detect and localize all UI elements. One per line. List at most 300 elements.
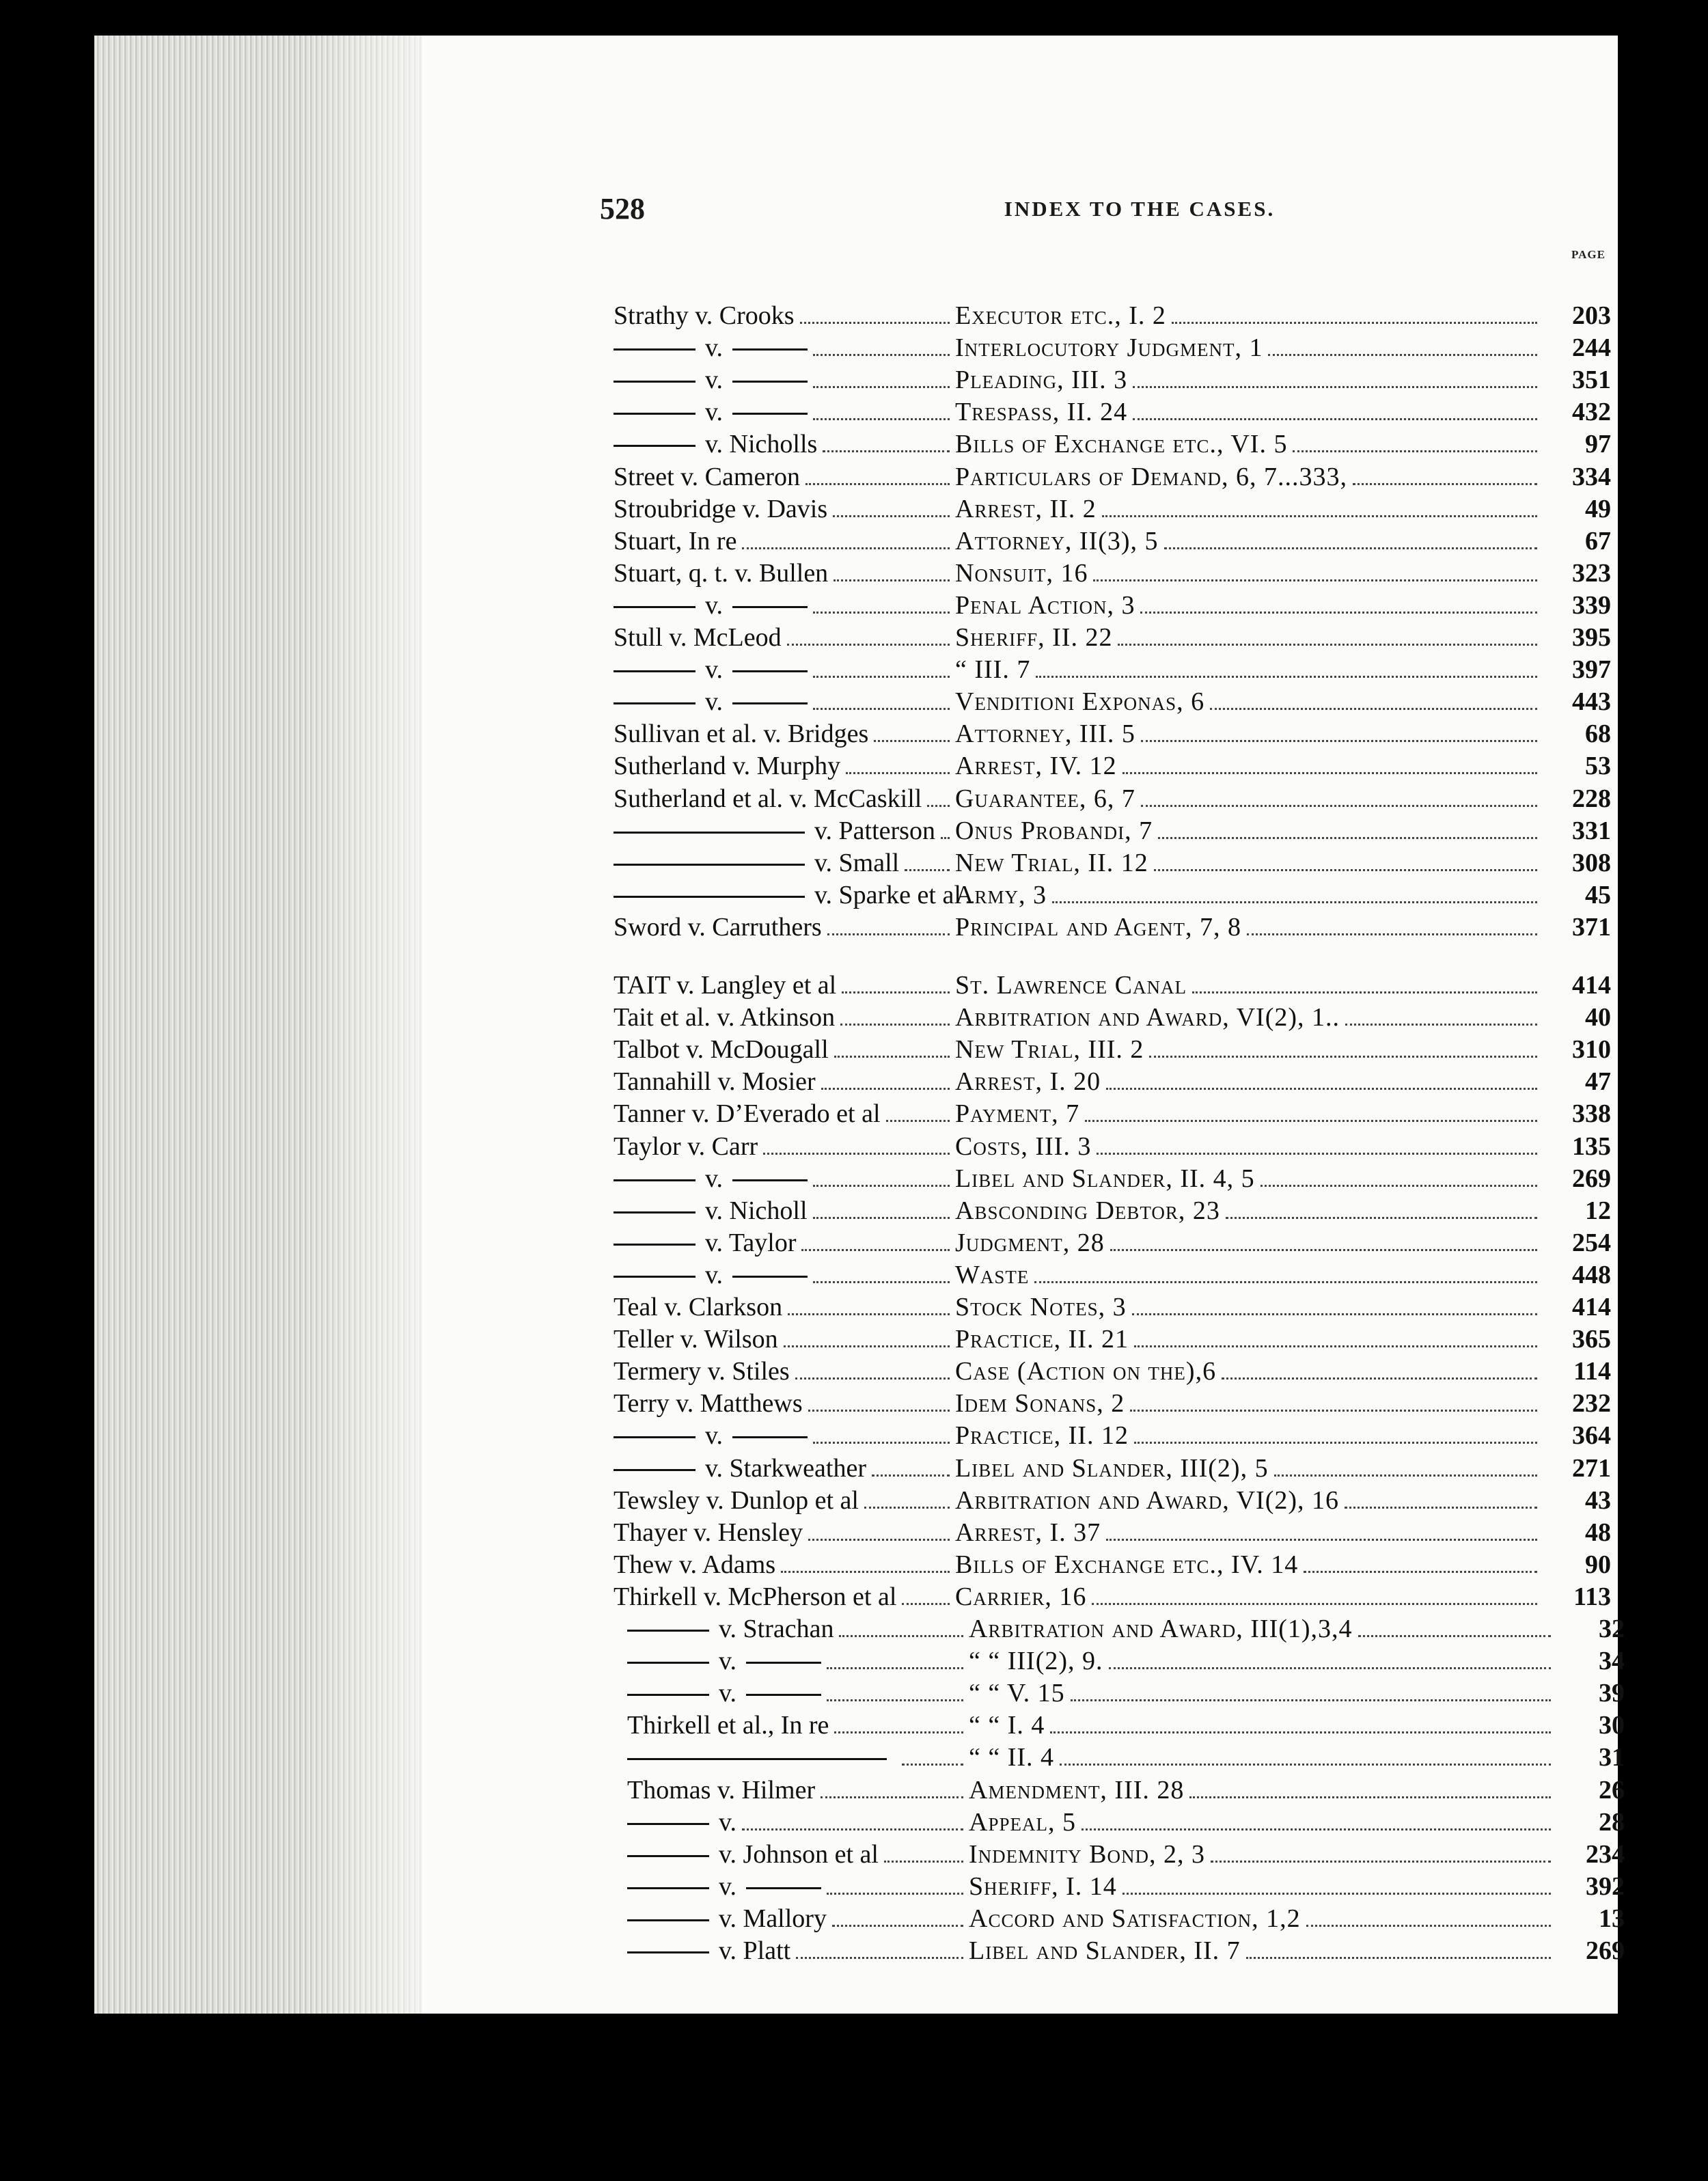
ditto-rule (614, 445, 695, 447)
subject-cell (955, 1485, 1543, 1515)
party-name: v. Small (814, 848, 900, 877)
leader-dots (813, 354, 950, 356)
index-entry (614, 1421, 1611, 1451)
leader-dots (1172, 322, 1537, 324)
ditto-rule (627, 1662, 709, 1664)
index-entry (614, 494, 1611, 524)
party-name: Termery v. Stiles (614, 1357, 790, 1386)
leader-dots (1158, 837, 1537, 839)
leader-dots (1085, 1120, 1537, 1122)
party-cell (614, 590, 955, 620)
party-name: v. Johnson et al (719, 1839, 879, 1869)
subject-heading: Onus Probandi, 7 (955, 816, 1153, 845)
ditto-rule (614, 1211, 695, 1213)
party-name: v. Nicholls (705, 430, 818, 459)
page-header (600, 191, 1679, 232)
party-cell (614, 333, 955, 363)
ditto-rule (746, 1662, 821, 1664)
page-ref: 135 (1572, 1131, 1611, 1161)
subject-cell (955, 1421, 1543, 1451)
leader-dots (1304, 1571, 1537, 1573)
leader-dots (813, 612, 950, 614)
page-ref: 48 (1585, 1518, 1611, 1547)
leader-dots (808, 1539, 950, 1541)
leader-dots (834, 1056, 950, 1058)
party-cell (614, 1485, 955, 1515)
page-ref: 53 (1585, 752, 1611, 781)
party-name: Tannahill v. Mosier (614, 1067, 816, 1097)
party-name: v. (705, 1164, 724, 1193)
page-ref: 271 (1572, 1453, 1611, 1483)
leader-dots (832, 1925, 963, 1927)
leader-dots (1164, 547, 1537, 549)
ditto-rule (614, 381, 695, 383)
subject-cell (955, 590, 1543, 620)
index-entry (614, 1196, 1611, 1226)
index-entry (627, 1904, 1625, 1934)
index-entry (614, 912, 1611, 942)
leader-dots (902, 1603, 950, 1605)
party-name: v. (705, 366, 724, 395)
leader-dots (1141, 740, 1537, 742)
leader-dots (1268, 354, 1537, 356)
ditto-rule (614, 670, 695, 672)
index-entry (614, 590, 1611, 620)
subject-cell (955, 1292, 1543, 1322)
subject-heading: Bills of Exchange etc., VI. 5 (955, 430, 1288, 459)
party-cell (614, 1034, 955, 1065)
party-name: v. Mallory (719, 1904, 827, 1933)
party-name: Tait et al. v. Atkinson (614, 1003, 836, 1032)
leader-dots (1052, 901, 1537, 903)
ditto-rule (627, 1694, 709, 1696)
subject-heading: “ “ III(2), 9. (969, 1647, 1103, 1676)
subject-cell (955, 494, 1543, 524)
subject-heading: Nonsuit, 16 (955, 558, 1088, 588)
subject-heading: Sheriff, I. 14 (969, 1871, 1117, 1901)
leader-dots (1082, 1828, 1551, 1830)
party-name: Sword v. Carruthers (614, 912, 822, 942)
index-entry (614, 880, 1611, 910)
index-entry (614, 1260, 1611, 1290)
party-cell (627, 1936, 969, 1966)
party-cell (614, 1067, 955, 1097)
party-cell (614, 301, 955, 331)
leader-dots (1118, 644, 1537, 646)
leader-dots (813, 386, 950, 388)
leader-dots (840, 1024, 950, 1026)
index-entry (614, 719, 1611, 749)
leader-dots (1211, 1861, 1551, 1863)
index-entry (627, 1936, 1625, 1966)
party-name: Terry v. Matthews (614, 1389, 803, 1418)
party-cell (627, 1904, 969, 1934)
ditto-rule (614, 1276, 695, 1278)
subject-heading: Guarantee, 6, 7 (955, 784, 1135, 813)
leader-dots (1110, 1249, 1537, 1251)
index-entry (627, 1871, 1625, 1902)
subject-cell (955, 1002, 1543, 1032)
page-ref: 68 (1585, 719, 1611, 749)
leader-dots (1140, 612, 1537, 614)
leader-dots (833, 515, 950, 517)
subject-heading: Payment, 7 (955, 1099, 1080, 1129)
subject-cell (955, 1582, 1543, 1612)
index-entry (614, 1131, 1611, 1162)
party-cell (614, 365, 955, 395)
subject-cell (955, 655, 1543, 685)
index-entry (614, 1388, 1611, 1418)
index-entry (627, 1614, 1625, 1644)
subject-cell (969, 1710, 1556, 1740)
ditto-rule (614, 1244, 695, 1246)
leader-dots (801, 1249, 950, 1251)
index-entry (627, 1710, 1625, 1740)
subject-cell (955, 1356, 1543, 1386)
party-cell (614, 1196, 955, 1226)
index-entry (614, 462, 1611, 492)
index-entry (614, 751, 1611, 781)
subject-heading: Indemnity Bond, 2, 3 (969, 1839, 1205, 1869)
party-name: v. (705, 590, 724, 620)
ditto-rule (614, 1469, 695, 1471)
party-cell (614, 1002, 955, 1032)
subject-cell (955, 1099, 1543, 1129)
leader-dots (1247, 933, 1537, 935)
subject-heading: Appeal, 5 (969, 1807, 1076, 1837)
page-ref: 414 (1572, 1293, 1611, 1321)
ditto-rule (627, 1758, 887, 1760)
subject-heading: Arbitration and Award, VI(2), 1.. (955, 1003, 1340, 1032)
party-name: Stroubridge v. Davis (614, 494, 828, 523)
page-ref: 97 (1585, 430, 1611, 459)
subject-cell (969, 1936, 1556, 1966)
page-ref: 392 (1586, 1871, 1625, 1901)
subject-cell (955, 1228, 1543, 1258)
party-name: v. Patterson (814, 816, 935, 845)
party-name: v. (705, 655, 724, 685)
leader-dots (813, 1281, 950, 1283)
page-ref: 40 (1585, 1003, 1611, 1032)
leader-dots (884, 1861, 963, 1863)
index-entry (614, 816, 1611, 846)
leader-dots (823, 450, 950, 452)
party-cell (614, 1421, 955, 1451)
party-name: Stuart, q. t. v. Bullen (614, 558, 829, 588)
page-ref: 395 (1572, 623, 1611, 652)
page-ref: 45 (1585, 880, 1611, 909)
subject-cell (955, 1453, 1543, 1483)
subject-heading: “ “ V. 15 (969, 1679, 1065, 1708)
subject-heading: Libel and Slander, II. 7 (969, 1936, 1241, 1965)
leader-dots (1036, 676, 1537, 678)
leader-dots (1093, 579, 1537, 581)
party-cell (614, 816, 955, 846)
page-ref: 67 (1585, 526, 1611, 555)
party-name: v. Taylor (705, 1228, 797, 1257)
subject-heading: Arbitration and Award, VI(2), 16 (955, 1485, 1339, 1515)
page-ref: 13 (1599, 1904, 1625, 1933)
leader-dots (1060, 1764, 1551, 1766)
subject-cell (955, 1260, 1543, 1290)
page-ref: 308 (1572, 848, 1611, 877)
party-cell (614, 912, 955, 942)
party-name: Taylor v. Carr (614, 1131, 758, 1161)
subject-cell (955, 1067, 1543, 1097)
index-entry (614, 687, 1611, 717)
subject-cell (955, 1518, 1543, 1548)
index-entry (614, 301, 1611, 331)
leader-dots (813, 1442, 950, 1444)
page-ref: 28 (1599, 1807, 1625, 1837)
leader-dots (846, 772, 950, 774)
party-cell (627, 1764, 969, 1772)
ditto-rule (732, 381, 808, 383)
subject-cell (955, 751, 1543, 781)
subject-heading: Penal Action, 3 (955, 590, 1135, 620)
index-entry (614, 1485, 1611, 1515)
subject-cell (955, 1196, 1543, 1226)
ditto-rule (627, 1919, 709, 1921)
index-entry (614, 397, 1611, 427)
subject-heading: Costs, III. 3 (955, 1131, 1092, 1161)
index-entry (627, 1807, 1625, 1837)
subject-heading: Case (Action on the),6 (955, 1357, 1217, 1386)
page-ref: 364 (1572, 1421, 1611, 1451)
leader-dots (941, 837, 950, 839)
subject-heading: Venditioni Exponas, 6 (955, 687, 1205, 717)
party-cell (614, 526, 955, 556)
leader-dots (1109, 1667, 1551, 1669)
leader-dots (1306, 1925, 1551, 1927)
party-cell (614, 494, 955, 524)
subject-heading: Pleading, III. 3 (955, 366, 1128, 395)
page-ref: 30 (1599, 1711, 1625, 1740)
leader-dots (839, 1635, 963, 1637)
ditto-rule (732, 1436, 808, 1438)
leader-dots (1097, 1153, 1537, 1155)
page-ref: 432 (1572, 398, 1611, 427)
leader-dots (827, 1667, 963, 1669)
leader-dots (788, 1313, 950, 1315)
party-name: Talbot v. McDougall (614, 1035, 829, 1065)
ditto-rule (614, 413, 695, 415)
leader-dots (827, 933, 950, 935)
leader-dots (1092, 1603, 1537, 1605)
ditto-rule (627, 1630, 709, 1632)
subject-heading: Arbitration and Award, III(1),3,4 (969, 1615, 1353, 1643)
party-name: Sutherland v. Murphy (614, 752, 841, 781)
leader-dots (1345, 1024, 1537, 1026)
index-entry (614, 784, 1611, 814)
index-entry (627, 1678, 1625, 1708)
leader-dots (1293, 450, 1537, 452)
leader-dots (872, 1474, 950, 1477)
leader-dots (1106, 1539, 1537, 1541)
index-entry (614, 1099, 1611, 1129)
party-cell (614, 1164, 955, 1194)
leader-dots (1358, 1635, 1551, 1637)
subject-heading: New Trial, II. 12 (955, 848, 1148, 877)
party-name: Stuart, In re (614, 526, 737, 555)
leader-dots (1130, 1410, 1537, 1412)
party-cell (614, 397, 955, 427)
page-ref: 228 (1572, 784, 1611, 813)
leader-dots (1353, 483, 1537, 485)
subject-cell (969, 1775, 1556, 1805)
party-name: Teal v. Clarkson (614, 1293, 783, 1321)
page-ref: 448 (1572, 1260, 1611, 1289)
index-entry (614, 1550, 1611, 1580)
leader-dots (1034, 1281, 1537, 1283)
subject-heading: Sheriff, II. 22 (955, 623, 1113, 652)
page-ref: 331 (1572, 816, 1611, 845)
subject-heading: New Trial, III. 2 (955, 1035, 1144, 1065)
ditto-rule (627, 1855, 709, 1857)
ditto-rule (732, 1276, 808, 1278)
leader-dots (813, 676, 950, 678)
leader-dots (813, 1185, 950, 1187)
subject-cell (955, 1550, 1543, 1580)
ditto-rule (732, 1179, 808, 1181)
party-cell (627, 1807, 969, 1837)
subject-heading: Attorney, II(3), 5 (955, 526, 1159, 555)
page-ref: 269 (1586, 1936, 1625, 1965)
page-title: INDEX TO THE CASES. (1004, 197, 1276, 221)
party-name: v. (705, 398, 724, 427)
subject-heading: Army, 3 (955, 880, 1047, 909)
party-name: v. (705, 333, 724, 363)
party-name: Thew v. Adams (614, 1550, 776, 1579)
party-name: Stull v. McLeod (614, 623, 782, 652)
party-cell (627, 1678, 969, 1708)
leader-dots (874, 740, 950, 742)
party-cell (614, 880, 961, 910)
ditto-rule (627, 1887, 709, 1889)
subject-cell (955, 365, 1543, 395)
subject-cell (969, 1839, 1556, 1869)
page-ref: 34 (1599, 1647, 1625, 1676)
party-cell (614, 655, 955, 685)
subject-cell (955, 880, 1543, 910)
subject-heading: “ “ I. 4 (969, 1711, 1045, 1740)
leader-dots (1192, 991, 1537, 993)
leader-dots (821, 1088, 950, 1090)
party-name: v. (719, 1871, 737, 1901)
subject-cell (955, 912, 1543, 942)
index-entry (614, 1228, 1611, 1258)
index-entry (627, 1646, 1625, 1676)
party-name: v. (705, 1260, 724, 1289)
subject-heading: Accord and Satisfaction, 1,2 (969, 1904, 1301, 1933)
subject-cell (969, 1742, 1556, 1772)
subject-heading: Libel and Slander, II. 4, 5 (955, 1164, 1255, 1193)
index-entry (614, 1453, 1611, 1483)
party-cell (614, 784, 955, 814)
index-entry (614, 1324, 1611, 1354)
subject-cell (955, 1131, 1543, 1162)
subject-heading: Interlocutory Judgment, 1 (955, 333, 1263, 363)
index-entry (614, 558, 1611, 588)
leader-dots (834, 579, 950, 581)
index-entry (614, 365, 1611, 395)
party-name: v. (719, 1679, 737, 1708)
party-name: v. Sparke et al (814, 880, 961, 909)
leader-dots (1122, 772, 1537, 774)
leader-dots (1210, 708, 1537, 710)
leader-dots (1141, 805, 1537, 807)
leader-dots (813, 708, 950, 710)
party-name: v. Nicholl (705, 1196, 808, 1225)
subject-cell (955, 784, 1543, 814)
leader-dots (805, 483, 950, 485)
subject-heading: Attorney, III. 5 (955, 719, 1135, 749)
party-cell (614, 1582, 955, 1612)
subject-cell (955, 687, 1543, 717)
party-cell (614, 558, 955, 588)
party-name: Thirkell v. McPherson et al (614, 1582, 897, 1611)
party-cell (614, 1228, 955, 1258)
subject-cell (969, 1871, 1556, 1902)
party-cell (614, 622, 955, 653)
subject-heading: “ “ II. 4 (969, 1743, 1055, 1772)
leader-dots (796, 1957, 963, 1959)
party-cell (614, 970, 955, 1000)
party-cell (614, 1388, 955, 1418)
index-entry (614, 1067, 1611, 1097)
subject-cell (955, 333, 1543, 363)
ditto-rule (627, 1823, 709, 1825)
subject-cell (955, 1034, 1543, 1065)
subject-heading: Arrest, I. 37 (955, 1518, 1101, 1547)
page-ref: 310 (1572, 1035, 1611, 1065)
ditto-rule (732, 606, 808, 608)
subject-cell (955, 719, 1543, 749)
page-ref: 234 (1586, 1839, 1625, 1869)
subject-cell (955, 526, 1543, 556)
leader-dots (1102, 515, 1537, 517)
page-ref: 244 (1572, 333, 1611, 363)
page-ref: 443 (1572, 687, 1611, 717)
party-name: Thomas v. Hilmer (627, 1775, 816, 1805)
index-entry (614, 1034, 1611, 1065)
page-ref: 49 (1585, 494, 1611, 523)
party-name: Strathy v. Crooks (614, 301, 795, 330)
subject-cell (955, 558, 1543, 588)
page-ref: 31 (1599, 1743, 1625, 1772)
party-name: v. Starkweather (705, 1453, 866, 1483)
leader-dots (864, 1507, 950, 1509)
leader-dots (1261, 1185, 1537, 1187)
leader-dots (834, 1731, 963, 1733)
party-name: Sutherland et al. v. McCaskill (614, 784, 922, 813)
page-ref: 323 (1572, 558, 1611, 588)
subject-heading: St. Lawrence Canal (955, 971, 1187, 1000)
subject-heading: Absconding Debtor, 23 (955, 1196, 1220, 1225)
page-ref: 397 (1572, 655, 1611, 685)
subject-cell (955, 816, 1543, 846)
index-entry (614, 655, 1611, 685)
leader-dots (821, 1796, 963, 1798)
page-ref: 32 (1599, 1615, 1625, 1643)
index-entry (614, 622, 1611, 653)
party-name: TAIT v. Langley et al (614, 971, 837, 1000)
page-ref: 339 (1572, 590, 1611, 620)
party-cell (627, 1839, 969, 1869)
party-cell (627, 1614, 969, 1644)
page-ref: 90 (1585, 1550, 1611, 1579)
subject-cell (955, 397, 1543, 427)
